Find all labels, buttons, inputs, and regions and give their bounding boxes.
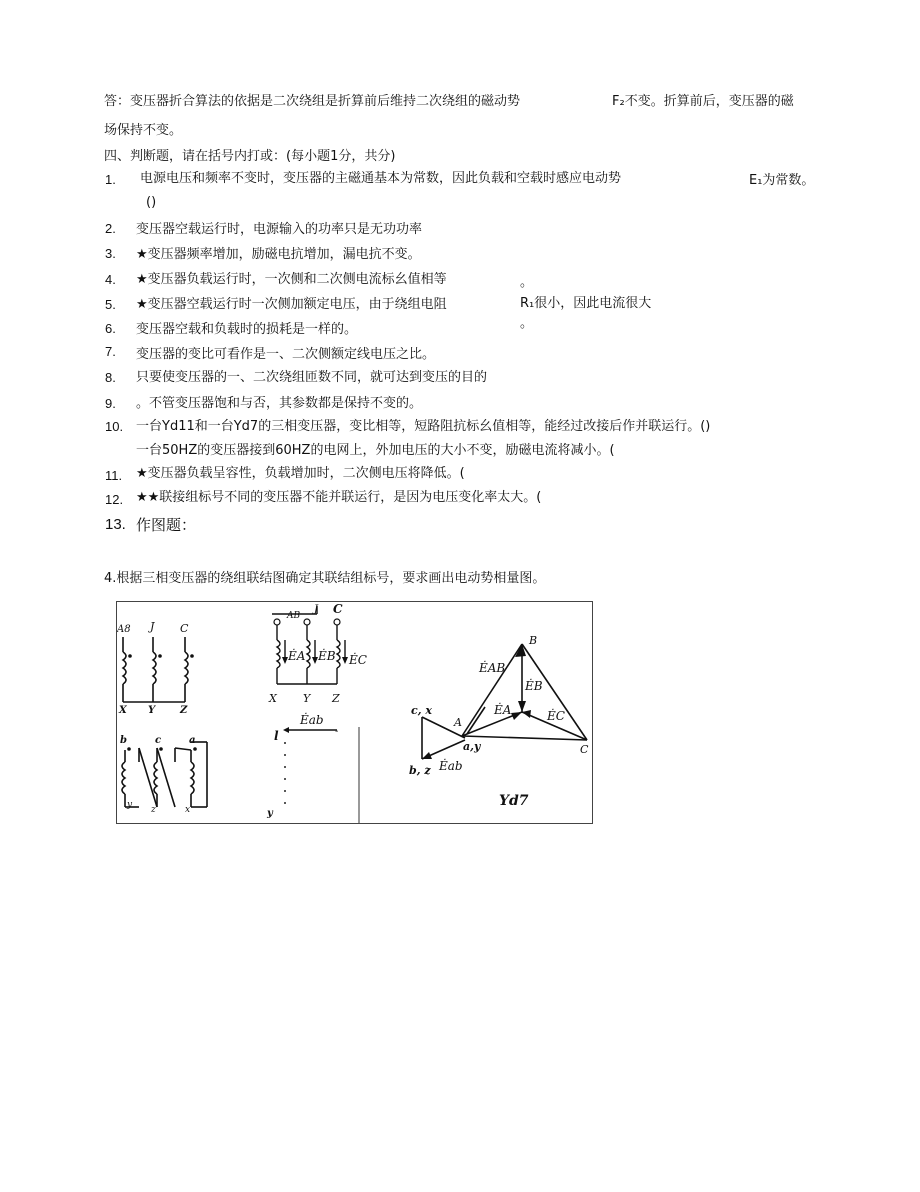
phasor-label-C: C [580, 743, 589, 756]
problem-4-text: 4.根据三相变压器的绕组联结图确定其联结组标号，要求画出电动势相量图。 [104, 571, 546, 586]
item-text: 一台Yd11和一台Yd7的三相变压器，变比相等，短路阻抗标幺值相等，能经过改接后作并联运行。() [136, 419, 711, 434]
item-text: ★变压器频率增加，励磁电抗增加，漏电抗不变。 [136, 247, 421, 262]
phasor-label-ay: a,y [463, 740, 481, 753]
item-number: 4. [105, 272, 116, 287]
item-text: 作图题： [136, 516, 197, 534]
mid-emf-EA: ĖA [288, 649, 306, 663]
left-primary-windings [123, 637, 188, 702]
mid-label-Y: Y [303, 692, 311, 705]
answer-line1: 答：变压器折合算法的依据是二次绕组是折算前后维持二次绕组的磁动势 [104, 94, 521, 109]
connection-group-label: Yd7 [499, 793, 529, 809]
label-a: a [189, 735, 196, 746]
mid-mark-l: l [274, 729, 279, 743]
label-y: y [127, 800, 133, 810]
phasor-label-EC: ĖC [547, 709, 565, 723]
item-number: 13. [105, 516, 126, 533]
item-tail: 。 [520, 275, 534, 290]
section-title: 四、判断题，请在括号内打或：(每小题1分，共分) [104, 149, 396, 164]
mid-label-AB: AB [287, 611, 301, 621]
item-number: 9. [105, 396, 116, 411]
item-text-line2: 一台50HZ的变压器接到60HZ的电网上，外加电压的大小不变，励磁电流将减小。( [136, 443, 615, 458]
item-number: 3. [105, 246, 116, 261]
item-text: ★变压器空载运行时一次侧加额定电压，由于绕组电阻 [136, 297, 447, 312]
item-number: 5. [105, 297, 116, 312]
item-text: 电源电压和频率不变时，变压器的主磁通基本为常数，因此负载和空载时感应电动势 [140, 171, 622, 186]
phasor-label-A: A [454, 716, 462, 729]
item-text: 。不管变压器饱和与否，其参数都是保持不变的。 [136, 396, 423, 411]
item-text: 变压器空载运行时，电源输入的功率只是无功功率 [136, 222, 423, 237]
item-number: 10. [105, 419, 124, 434]
label-b: b [120, 735, 127, 746]
item-text: 变压器空载和负载时的损耗是一样的。 [136, 322, 358, 337]
phasor-label-EA: ĖA [494, 703, 512, 717]
mid-label-C: C [333, 602, 343, 616]
arrow-EC [522, 710, 531, 718]
mid-label-Z: Z [332, 692, 340, 705]
item-text: ★★联接组标号不同的变压器不能并联运行，是因为电压变化率太大。( [136, 490, 542, 505]
label-C: C [180, 622, 189, 635]
item-number: 2. [105, 221, 116, 236]
mid-label-J: J [314, 604, 319, 615]
item-text: ★变压器负载运行时，一次侧和二次侧电流标幺值相等 [136, 272, 447, 287]
item-text: ★变压器负载呈容性，负载增加时，二次侧电压将降低。( [136, 466, 465, 481]
item-tail-period: 。 [520, 316, 534, 331]
mid-mark-dash: - [335, 726, 339, 737]
item-tail: R₁很小，因此电流很大 [520, 296, 652, 311]
label-J: J [150, 620, 155, 633]
phasor-label-B: B [529, 634, 538, 647]
label-A8: A8 [117, 624, 131, 635]
answer-line2: 场保持不变。 [104, 123, 183, 138]
phasor-label-EB: ĖB [525, 679, 543, 693]
label-c: c [155, 735, 162, 746]
mid-mark-y: y [267, 808, 273, 819]
phasor-label-Eab: Ėab [439, 759, 463, 773]
answer-line1-tail: F₂不变。折算前后，变压器的磁 [612, 94, 794, 109]
arrow-Eab [422, 752, 432, 759]
item-answer-bracket: () [146, 195, 157, 210]
item-tail: E₁为常数。 [749, 173, 815, 188]
connection-diagram-figure [116, 601, 593, 824]
item-number: 7. [105, 344, 116, 359]
phasor-label-EAB: ĖAB [479, 661, 506, 675]
arrow-EA [511, 712, 522, 720]
mid-label-X: X [269, 692, 277, 705]
item-text: 只要使变压器的一、二次绕组匝数不同，就可达到变压的目的 [136, 370, 488, 385]
mid-emf-EB: ĖB [318, 649, 336, 663]
phasor-label-bz: b, z [409, 764, 431, 777]
item-number: 12. [105, 492, 124, 507]
figure-svg [117, 602, 592, 823]
phasor-label-cx: c, x [411, 704, 432, 717]
left-secondary-windings [122, 742, 207, 807]
mid-emf-EC: ĖC [349, 653, 367, 667]
item-text: 变压器的变比可看作是一、二次侧额定线电压之比。 [136, 347, 436, 362]
label-Y: Y [148, 705, 156, 716]
label-x: x [185, 805, 191, 815]
item-number: 11. [105, 468, 123, 483]
label-X: X [119, 705, 127, 716]
item-number: 8. [105, 370, 116, 385]
item-number: 6. [105, 321, 116, 336]
item-number: 1. [105, 172, 116, 187]
label-Z: Z [180, 705, 188, 716]
arrow-EB [518, 701, 526, 712]
mid-emf-Eab: Ėab [300, 713, 324, 727]
label-z: z [151, 805, 156, 815]
